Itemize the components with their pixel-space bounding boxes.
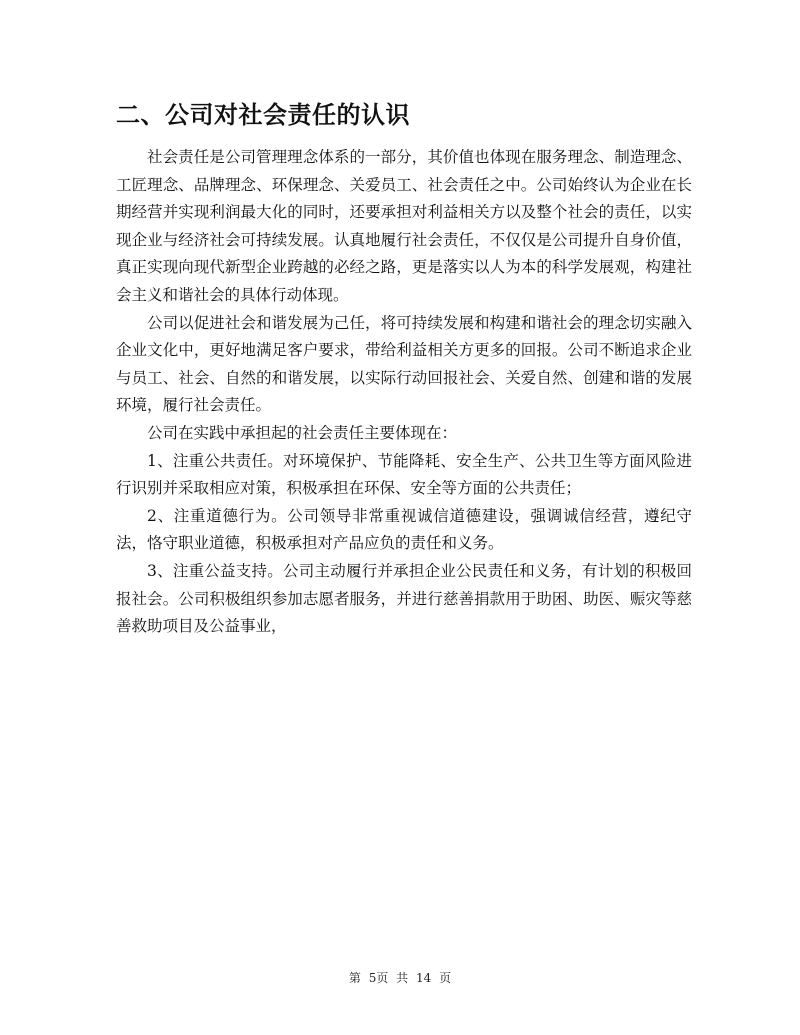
section-heading: 二、公司对社会责任的认识 [116, 101, 410, 129]
document-body [116, 144, 692, 641]
page-number-footer: 第 5页 共 14 页 [348, 971, 452, 985]
paragraph-public-welfare: 3、注重公益支持。公司主动履行并承担企业公民责任和义务，有计划的积极回报社会。公司积极组织参加志愿者服务，并进行慈善捐款用于助困、助医、赈灾等慈善救助项目及公益事业， [116, 561, 692, 636]
paragraph-harmonious-development: 公司以促进社会和谐发展为己任，将可持续发展和构建和谐社会的理念切实融入企业文化中，更好地满足客户要求，带给利益相关方更多的回报。公司不断追求企业与员工、社会、自然的和谐发展，以实际行动回报社会、关爱自然、创建和谐的发展环境，履行社会责任。 [116, 313, 692, 415]
paragraph-practice-intro: 公司在实践中承担起的社会责任主要体现在： [147, 423, 458, 442]
paragraph-public-responsibility: 1、注重公共责任。对环境保护、节能降耗、安全生产、公共卫生等方面风险进行识别并采取相应对策，积极承担在环保、安全等方面的公共责任； [116, 451, 692, 498]
paragraph-ethical-conduct: 2、注重道德行为。公司领导非常重视诚信道德建设，强调诚信经营，遵纪守法，恪守职业道德，积极承担对产品应负的责任和义务。 [116, 506, 692, 553]
paragraph-social-responsibility-concept: 社会责任是公司管理理念体系的一部分，其价值也体现在服务理念、制造理念、工匠理念、品牌理念、环保理念、关爱员工、社会责任之中。公司始终认为企业在长期经营并实现利润最大化的同时，还要承担对利益相关方以及整个社会的责任，以实现企业与经济社会可持续发展。认真地履行社会责任，不仅仅是公司提升自身价值，真正实现向现代新型企业跨越的必经之路，更是落实以人为本的科学发展观，构建社会主义和谐社会的具体行动体现。 [116, 148, 692, 304]
